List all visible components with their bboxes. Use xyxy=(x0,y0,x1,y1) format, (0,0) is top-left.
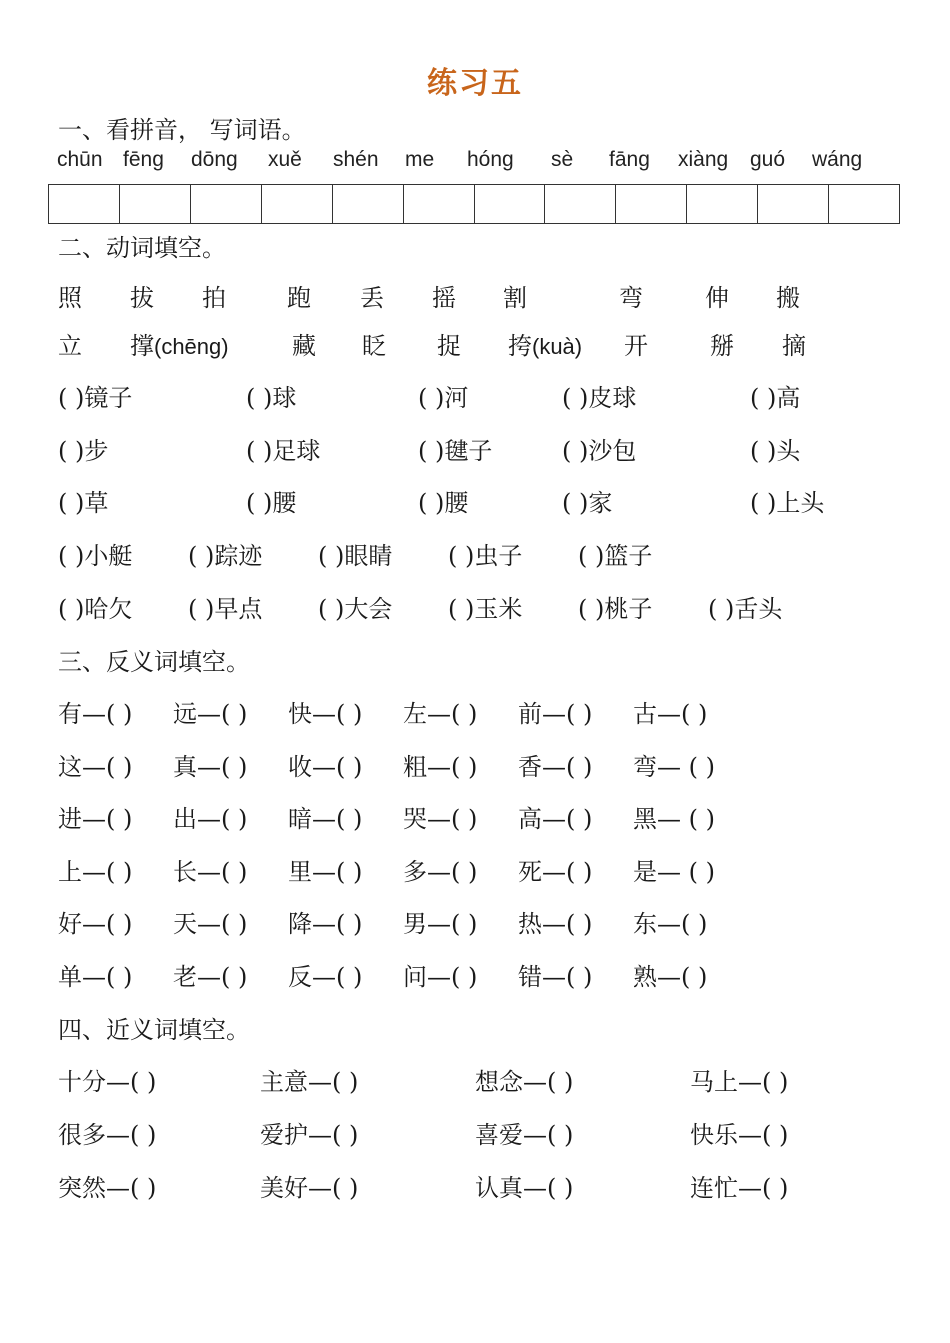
pinyin-syllable: chūn xyxy=(57,148,103,171)
antonym-item[interactable]: 古—( ) xyxy=(633,700,708,728)
verb-word: 伸 xyxy=(705,284,729,312)
pinyin-syllable: xuě xyxy=(268,148,302,171)
verb-word: 摇 xyxy=(432,284,456,312)
writing-cell[interactable] xyxy=(404,185,475,223)
fill-item[interactable]: ( )镜子 xyxy=(58,384,133,412)
fill-item[interactable]: ( )桃子 xyxy=(578,595,653,623)
fill-item[interactable]: ( )哈欠 xyxy=(58,595,133,623)
fill-item[interactable]: ( )步 xyxy=(58,437,109,465)
verb-word: 拍 xyxy=(202,284,226,312)
section-2-heading: 二、动词填空。 xyxy=(58,234,226,262)
verb-word: 丢 xyxy=(360,284,384,312)
page-title: 练习五 xyxy=(427,66,523,101)
antonym-item[interactable]: 有—( ) xyxy=(58,700,133,728)
antonym-item[interactable]: 前—( ) xyxy=(518,700,593,728)
verb-word: 跑 xyxy=(287,284,311,312)
writing-cell[interactable] xyxy=(333,185,404,223)
synonym-item[interactable]: 认真—( ) xyxy=(475,1174,574,1202)
fill-item[interactable]: ( )腰 xyxy=(246,489,297,517)
synonym-item[interactable]: 喜爱—( ) xyxy=(475,1121,574,1149)
verb-word: 割 xyxy=(503,284,527,312)
antonym-item[interactable]: 问—( ) xyxy=(403,963,478,991)
writing-cell[interactable] xyxy=(829,185,899,223)
verb-word: 弯 xyxy=(619,284,643,312)
fill-item[interactable]: ( )头 xyxy=(750,437,801,465)
verb-pinyin: (chēng) xyxy=(154,334,229,359)
fill-item[interactable]: ( )舌头 xyxy=(708,595,783,623)
fill-item[interactable]: ( )腰 xyxy=(418,489,469,517)
verb-pinyin: (kuà) xyxy=(532,334,583,359)
fill-item[interactable]: ( )皮球 xyxy=(562,384,637,412)
antonym-item[interactable]: 天—( ) xyxy=(173,910,248,938)
section-1-heading: 一、看拼音， 写词语。 xyxy=(58,116,306,144)
fill-item[interactable]: ( )家 xyxy=(562,489,613,517)
fill-item[interactable]: ( )小艇 xyxy=(58,542,133,570)
synonym-item[interactable]: 很多—( ) xyxy=(58,1121,157,1149)
writing-cell[interactable] xyxy=(49,185,120,223)
verb-word: 拔 xyxy=(130,284,154,312)
fill-item[interactable]: ( )沙包 xyxy=(562,437,637,465)
pinyin-syllable: xiàng xyxy=(678,148,729,171)
fill-item[interactable]: ( )篮子 xyxy=(578,542,653,570)
verb-word: 搬 xyxy=(776,284,800,312)
fill-item[interactable]: ( )眼睛 xyxy=(318,542,393,570)
verb-word: 捉 xyxy=(437,332,461,360)
antonym-item[interactable]: 多—( ) xyxy=(403,858,478,886)
writing-cell[interactable] xyxy=(545,185,616,223)
writing-cell[interactable] xyxy=(616,185,687,223)
antonym-item[interactable]: 老—( ) xyxy=(173,963,248,991)
synonym-item[interactable]: 突然—( ) xyxy=(58,1174,157,1202)
synonym-item[interactable]: 快乐—( ) xyxy=(690,1121,789,1149)
antonym-item[interactable]: 远—( ) xyxy=(173,700,248,728)
antonym-item[interactable]: 这—( ) xyxy=(58,753,133,781)
antonym-item[interactable]: 错—( ) xyxy=(518,963,593,991)
writing-cell[interactable] xyxy=(758,185,829,223)
antonym-item[interactable]: 好—( ) xyxy=(58,910,133,938)
fill-item[interactable]: ( )草 xyxy=(58,489,109,517)
writing-cell[interactable] xyxy=(120,185,191,223)
fill-item[interactable]: ( )球 xyxy=(246,384,297,412)
antonym-item[interactable]: 熟—( ) xyxy=(633,963,708,991)
pinyin-syllable: dōng xyxy=(191,148,238,171)
verb-word: 藏 xyxy=(292,332,316,360)
antonym-item[interactable]: 暗—( ) xyxy=(288,805,363,833)
antonym-item[interactable]: 香—( ) xyxy=(518,753,593,781)
section-3-heading: 三、反义词填空。 xyxy=(58,648,250,676)
pinyin-syllable: hóng xyxy=(467,148,514,171)
antonym-item[interactable]: 左—( ) xyxy=(403,700,478,728)
writing-cell[interactable] xyxy=(191,185,262,223)
fill-item[interactable]: ( )玉米 xyxy=(448,595,523,623)
fill-item[interactable]: ( )足球 xyxy=(246,437,321,465)
antonym-item[interactable]: 热—( ) xyxy=(518,910,593,938)
fill-item[interactable]: ( )河 xyxy=(418,384,469,412)
section-4-heading: 四、近义词填空。 xyxy=(58,1016,250,1044)
synonym-item[interactable]: 爱护—( ) xyxy=(260,1121,359,1149)
fill-item[interactable]: ( )高 xyxy=(750,384,801,412)
antonym-item[interactable]: 上—( ) xyxy=(58,858,133,886)
pinyin-syllable: fēng xyxy=(123,148,164,171)
fill-item[interactable]: ( )上头 xyxy=(750,489,825,517)
synonym-item[interactable]: 主意—( ) xyxy=(260,1068,359,1096)
antonym-item[interactable]: 东—( ) xyxy=(633,910,708,938)
antonym-item[interactable]: 快—( ) xyxy=(288,700,363,728)
antonym-item[interactable]: 死—( ) xyxy=(518,858,593,886)
writing-grid xyxy=(48,184,900,224)
antonym-item[interactable]: 粗—( ) xyxy=(403,753,478,781)
antonym-item[interactable]: 长—( ) xyxy=(173,858,248,886)
verb-word: 挎(kuà) xyxy=(508,332,583,360)
verb-word: 摘 xyxy=(782,332,806,360)
fill-item[interactable]: ( )虫子 xyxy=(448,542,523,570)
synonym-item[interactable]: 想念—( ) xyxy=(475,1068,574,1096)
synonym-item[interactable]: 连忙—( ) xyxy=(690,1174,789,1202)
antonym-item[interactable]: 高—( ) xyxy=(518,805,593,833)
synonym-item[interactable]: 马上—( ) xyxy=(690,1068,789,1096)
pinyin-syllable: shén xyxy=(333,148,379,171)
antonym-item[interactable]: 降—( ) xyxy=(288,910,363,938)
pinyin-syllable: me xyxy=(405,148,435,171)
antonym-item[interactable]: 进—( ) xyxy=(58,805,133,833)
synonym-item[interactable]: 美好—( ) xyxy=(260,1174,359,1202)
antonym-item[interactable]: 是— ( ) xyxy=(633,858,715,886)
pinyin-syllable: fāng xyxy=(609,148,650,171)
fill-item[interactable]: ( )早点 xyxy=(188,595,263,623)
verb-word: 掰 xyxy=(710,332,734,360)
verb-word: 开 xyxy=(624,332,648,360)
antonym-item[interactable]: 真—( ) xyxy=(173,753,248,781)
antonym-item[interactable]: 男—( ) xyxy=(403,910,478,938)
writing-cell[interactable] xyxy=(475,185,546,223)
pinyin-syllable: wáng xyxy=(812,148,863,171)
pinyin-syllable: sè xyxy=(551,148,574,171)
synonym-item[interactable]: 十分—( ) xyxy=(58,1068,157,1096)
verb-word: 眨 xyxy=(362,332,386,360)
writing-cell[interactable] xyxy=(687,185,758,223)
verb-word: 立 xyxy=(58,332,82,360)
verb-word: 撑(chēng) xyxy=(130,332,229,360)
antonym-item[interactable]: 哭—( ) xyxy=(403,805,478,833)
antonym-item[interactable]: 里—( ) xyxy=(288,858,363,886)
antonym-item[interactable]: 收—( ) xyxy=(288,753,363,781)
antonym-item[interactable]: 弯— ( ) xyxy=(633,753,715,781)
verb-word: 照 xyxy=(58,284,82,312)
fill-item[interactable]: ( )大会 xyxy=(318,595,393,623)
writing-cell[interactable] xyxy=(262,185,333,223)
antonym-item[interactable]: 出—( ) xyxy=(173,805,248,833)
fill-item[interactable]: ( )踪迹 xyxy=(188,542,263,570)
antonym-item[interactable]: 单—( ) xyxy=(58,963,133,991)
pinyin-syllable: guó xyxy=(750,148,786,171)
antonym-item[interactable]: 黑— ( ) xyxy=(633,805,715,833)
antonym-item[interactable]: 反—( ) xyxy=(288,963,363,991)
fill-item[interactable]: ( )毽子 xyxy=(418,437,493,465)
